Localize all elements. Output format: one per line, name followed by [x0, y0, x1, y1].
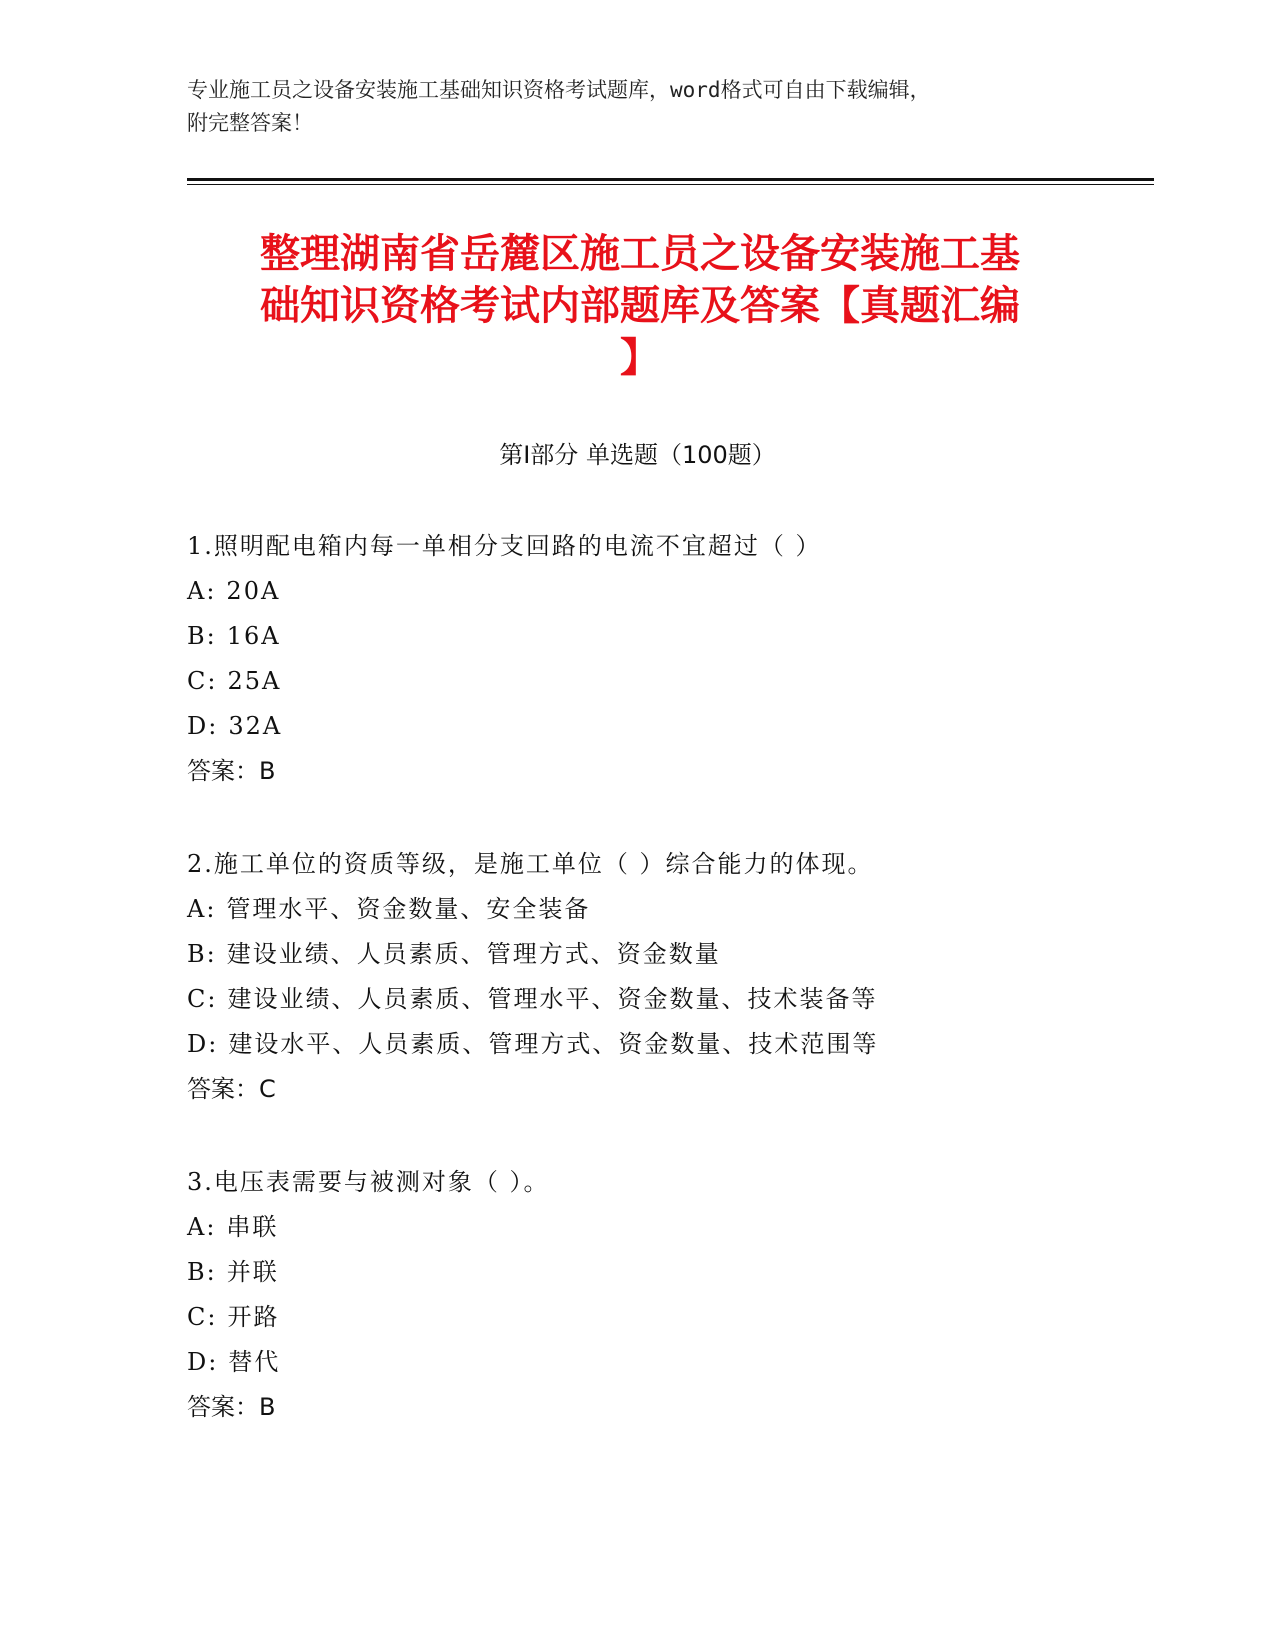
option-b	[187, 932, 1147, 977]
option-c	[187, 1295, 1147, 1340]
option-letter: D:	[187, 1348, 219, 1376]
header-divider-thick	[187, 178, 1154, 181]
header-note-line-1: 专业施工员之设备安装施工基础知识资格考试题库，word格式可自由下载编辑，	[187, 78, 931, 102]
option-letter: B:	[187, 622, 217, 650]
option-text: 串联	[226, 1213, 279, 1241]
question-2	[187, 842, 1147, 1112]
option-text: 25A	[227, 667, 282, 695]
option-d	[187, 704, 1147, 749]
option-letter: B:	[187, 940, 217, 968]
option-letter: D:	[187, 712, 219, 740]
option-letter: C:	[187, 1303, 218, 1331]
answer: 答案：B	[187, 757, 276, 785]
option-text: 建设业绩、人员素质、管理水平、资金数量、技术装备等	[227, 985, 878, 1013]
question-1	[187, 524, 1147, 794]
option-d	[187, 1340, 1147, 1385]
header-divider-thin	[187, 184, 1154, 185]
answer: 答案：B	[187, 1393, 276, 1421]
option-text: 建设业绩、人员素质、管理方式、资金数量	[226, 940, 721, 968]
option-d	[187, 1022, 1147, 1067]
option-a	[187, 569, 1147, 614]
option-text: 并联	[226, 1258, 279, 1286]
document-title-line-2: 础知识资格考试内部题库及答案【真题汇编	[260, 283, 1020, 329]
option-a	[187, 1205, 1147, 1250]
option-c	[187, 977, 1147, 1022]
option-c	[187, 659, 1147, 704]
option-text: 管理水平、资金数量、安全装备	[226, 895, 591, 923]
option-letter: D:	[187, 1030, 219, 1058]
document-title	[190, 228, 1090, 384]
option-text: 建设水平、人员素质、管理方式、资金数量、技术范围等	[228, 1030, 879, 1058]
option-text: 16A	[226, 622, 281, 650]
option-text: 20A	[226, 577, 281, 605]
option-text: 32A	[228, 712, 283, 740]
header-note-line-2: 附完整答案！	[187, 111, 313, 135]
section-heading: 第Ⅰ部分 单选题（100题）	[499, 441, 776, 469]
option-letter: C:	[187, 667, 218, 695]
option-a	[187, 887, 1147, 932]
option-b	[187, 1250, 1147, 1295]
question-stem: 1.照明配电箱内每一单相分支回路的电流不宜超过（ ）	[187, 532, 822, 560]
answer: 答案：C	[187, 1075, 276, 1103]
option-text: 开路	[227, 1303, 280, 1331]
option-letter: A:	[187, 1213, 217, 1241]
question-stem: 2.施工单位的资质等级，是施工单位（ ）综合能力的体现。	[187, 850, 874, 878]
option-b	[187, 614, 1147, 659]
option-letter: A:	[187, 577, 217, 605]
option-letter: B:	[187, 1258, 217, 1286]
document-title-line-1: 整理湖南省岳麓区施工员之设备安装施工基	[260, 231, 1020, 277]
option-text: 替代	[228, 1348, 281, 1376]
question-3	[187, 1160, 1147, 1430]
option-letter: C:	[187, 985, 218, 1013]
header-note	[187, 74, 1087, 140]
document-title-line-3: 】	[620, 335, 660, 381]
question-stem: 3.电压表需要与被测对象（ ）。	[187, 1168, 550, 1196]
option-letter: A:	[187, 895, 217, 923]
